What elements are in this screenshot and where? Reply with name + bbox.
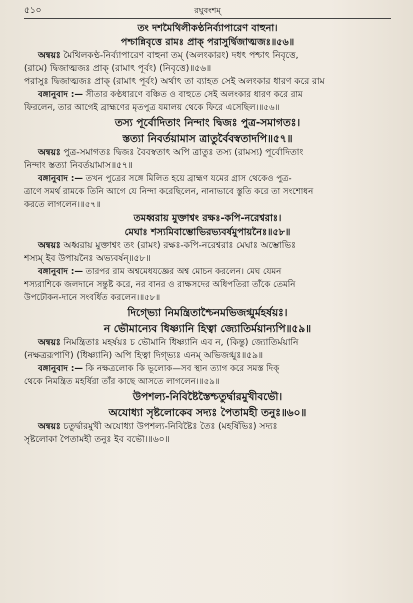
line-text: তখন পুত্রের সঙ্গে মিলিত হয়ে ব্রাহ্মণ যমের গ্রাস থেকেও পুত্র- bbox=[82, 174, 292, 184]
line-text: শস্যম্ ইব উপায়নৈঃ অভ্যবর্ষন্॥৫৮॥ bbox=[24, 254, 151, 264]
line-text: উপশল্য-নিবিষ্টৈস্তৈশ্চতুর্দ্বারমুখীবভৌ। bbox=[132, 391, 283, 403]
line-text: ত্রাণে সমর্থ রামকে তিনি আগে যে নিন্দা করেছিলেন, নানাভাবে স্তুতি করে তা সংশোধন bbox=[24, 187, 314, 197]
line-text: তস্য পূর্বোদিতাং নিন্দাং দ্বিজঃ পুত্র-সমাগতঃ। bbox=[114, 117, 301, 129]
text-line bbox=[24, 173, 391, 186]
text-line bbox=[24, 350, 391, 363]
text-line bbox=[24, 266, 391, 279]
text-line bbox=[24, 253, 391, 266]
line-text: সৃষ্টলোকা পৈতামহী তনুঃ ইব বভৌ।॥৬০॥ bbox=[24, 435, 170, 445]
line-text: সীতার কণ্ঠধারণে বঞ্চিত ও বাহুতে সেই অলংকার ধারণ করে রাম bbox=[82, 90, 303, 100]
line-text: কি নক্ষত্রলোক কি ভূলোক—সব স্থান ত্যাগ করে সমস্ত দিক্ bbox=[82, 364, 280, 374]
line-text: মৈথিলকণ্ঠ-নির্ব্যাপারেণ বাহুনা তম্ (অলংকারং) দধৎ পশ্চাৎ নিবৃত্তে, bbox=[60, 51, 299, 61]
line-text: তং দশমৈথিলীকণ্ঠনির্ব্যাপারেণ বাহুনা। bbox=[137, 23, 278, 34]
line-text: নিমন্ত্রিতাঃ মহর্ষয়ঃ চ ভৌমানি ধিষ্ণ্যানি এব ন, (কিন্তু) জ্যোতির্ময়ানি bbox=[60, 338, 299, 348]
text-line bbox=[24, 292, 391, 305]
verse-line bbox=[24, 405, 391, 421]
line-label: অন্বয়ঃ bbox=[38, 241, 61, 251]
line-text: মেঘাঃ শস্যমিবাম্ভোভিরভ্যবর্ষমুপায়নৈঃ॥৫৮॥ bbox=[124, 227, 291, 238]
line-label: বঙ্গানুবাদ :— bbox=[38, 364, 83, 374]
verse-line bbox=[24, 212, 391, 226]
text-line bbox=[24, 63, 391, 76]
text-line bbox=[24, 363, 391, 376]
text-line bbox=[24, 89, 391, 102]
running-title: রঘুবংশম্ bbox=[194, 6, 221, 15]
verse-line bbox=[24, 389, 391, 405]
line-text: (রামে) দ্বিজাত্মজঃ প্রাক্ (রামাৎ পূর্বং) (নিবৃত্তে)॥৫৬॥ bbox=[24, 64, 212, 74]
line-text: ফিরলেন, তার আগেই ব্রাহ্মণের মৃতপুত্র যমালয় থেকে ফিরে এসেছিল।॥৫৬॥ bbox=[24, 103, 280, 113]
verse-line bbox=[24, 321, 391, 337]
line-label: বঙ্গানুবাদ :— bbox=[38, 174, 83, 184]
text-line bbox=[24, 376, 391, 389]
line-text: নিন্দাং স্তত্যা নিবর্তয়ামাস॥৫৭॥ bbox=[24, 161, 133, 171]
verse-line bbox=[24, 115, 391, 131]
line-text: থেকে নিমন্ত্রিত মহর্ষিরা তাঁর কাছে আসতে লাগলেন।॥৫৯॥ bbox=[24, 377, 220, 387]
verse-line bbox=[24, 305, 391, 321]
line-label: অন্বয়ঃ bbox=[38, 422, 61, 432]
verse-line bbox=[24, 131, 391, 147]
page-body bbox=[24, 22, 391, 447]
line-text: শস্যরাশিকে জলদানে সন্তুষ্ট করে, নর বানর ও রাক্ষসদের অধিপতিরা তাঁকে তেমনি bbox=[24, 280, 296, 290]
header-rule bbox=[24, 18, 391, 19]
verse-line bbox=[24, 22, 391, 36]
text-line bbox=[24, 421, 391, 434]
line-text: অধ্বরায় মুক্তাশ্বং তং (রামং) রক্ষঃ-কপি-নরেশ্বরাঃ মেঘাঃ অম্ভোভিঃ bbox=[60, 241, 296, 251]
text-line bbox=[24, 50, 391, 63]
text-line bbox=[24, 434, 391, 447]
line-text: উপঢৌকন-দানে সংবর্ধিত করলেন।॥৫৮॥ bbox=[24, 293, 161, 303]
verse-line bbox=[24, 36, 391, 50]
line-text: দিগ্ভ্যো নিমন্ত্রিতাশ্চৈনমভিজগ্মুর্মহর্ষয়ঃ। bbox=[127, 307, 288, 319]
text-line bbox=[24, 240, 391, 253]
line-text: স্তত্যা নিবর্তয়ামাস ত্রাতুর্বৈবস্বতাদপি॥৫৭॥ bbox=[122, 133, 293, 145]
page-header bbox=[24, 4, 391, 18]
line-label: অন্বয়ঃ bbox=[38, 148, 61, 158]
line-text: তমধ্বরায় মুক্তাশ্বং রক্ষঃ-কপি-নরেশ্বরাঃ। bbox=[133, 213, 282, 224]
text-line bbox=[24, 147, 391, 160]
line-label: বঙ্গানুবাদ :— bbox=[38, 90, 83, 100]
text-line bbox=[24, 199, 391, 212]
text-line bbox=[24, 102, 391, 115]
line-text: তারপর রাম অশ্বমেধযজ্ঞের অশ্ব মোচন করলেন। মেঘ যেমন bbox=[82, 267, 282, 277]
text-line bbox=[24, 279, 391, 292]
line-text: করতে লাগলেন।॥৫৭॥ bbox=[24, 200, 101, 210]
line-label: অন্বয়ঃ bbox=[38, 51, 61, 61]
text-line bbox=[24, 76, 391, 89]
line-text: পরাসুঃ দ্বিজাত্মজঃ প্রাক্ (রামাৎ পূর্বং) অর্থাৎ তা ব্যাহত সেই অলংকার ধারণ করে রাম bbox=[24, 77, 325, 87]
line-label: বঙ্গানুবাদ :— bbox=[38, 267, 83, 277]
text-line bbox=[24, 337, 391, 350]
line-text: পুত্র-সমাগতঃ দ্বিজঃ বৈবস্বতাৎ অপি ত্রাতুঃ তস্য (রামস্য) পূর্বোদিতাং bbox=[60, 148, 304, 158]
line-text: ন ভৌমান্যেব ধিষ্ণ্যানি হিত্বা জ্যোতির্ময়ান্যপি॥৫৯॥ bbox=[103, 323, 312, 335]
line-text: চতুর্দ্বারমুখী অযোধ্যা উপশল্য-নিবিষ্টৈঃ তৈঃ (মহর্ষিভিঃ) সদ্যঃ bbox=[60, 422, 278, 432]
line-label: অন্বয়ঃ bbox=[38, 338, 61, 348]
line-text: (নক্ষত্ররূপাণি) (ধিষ্ণ্যানি) অপি হিত্বা দিগ্ভ্যঃ এনম্ অভিজগ্মুঃ॥৫৯॥ bbox=[24, 351, 264, 361]
line-text: পশ্চান্নিবৃত্তে রামঃ প্রাক্ পরাসুর্দ্বিজাত্মজঃ॥৫৬॥ bbox=[120, 37, 295, 48]
text-line bbox=[24, 160, 391, 173]
page-number: ৫১০ bbox=[24, 6, 42, 16]
line-text: অযোধ্যা সৃষ্টলোকেব সদ্যঃ পৈতামহী তনুঃ॥৬০॥ bbox=[108, 407, 307, 419]
verse-line bbox=[24, 226, 391, 240]
text-line bbox=[24, 186, 391, 199]
